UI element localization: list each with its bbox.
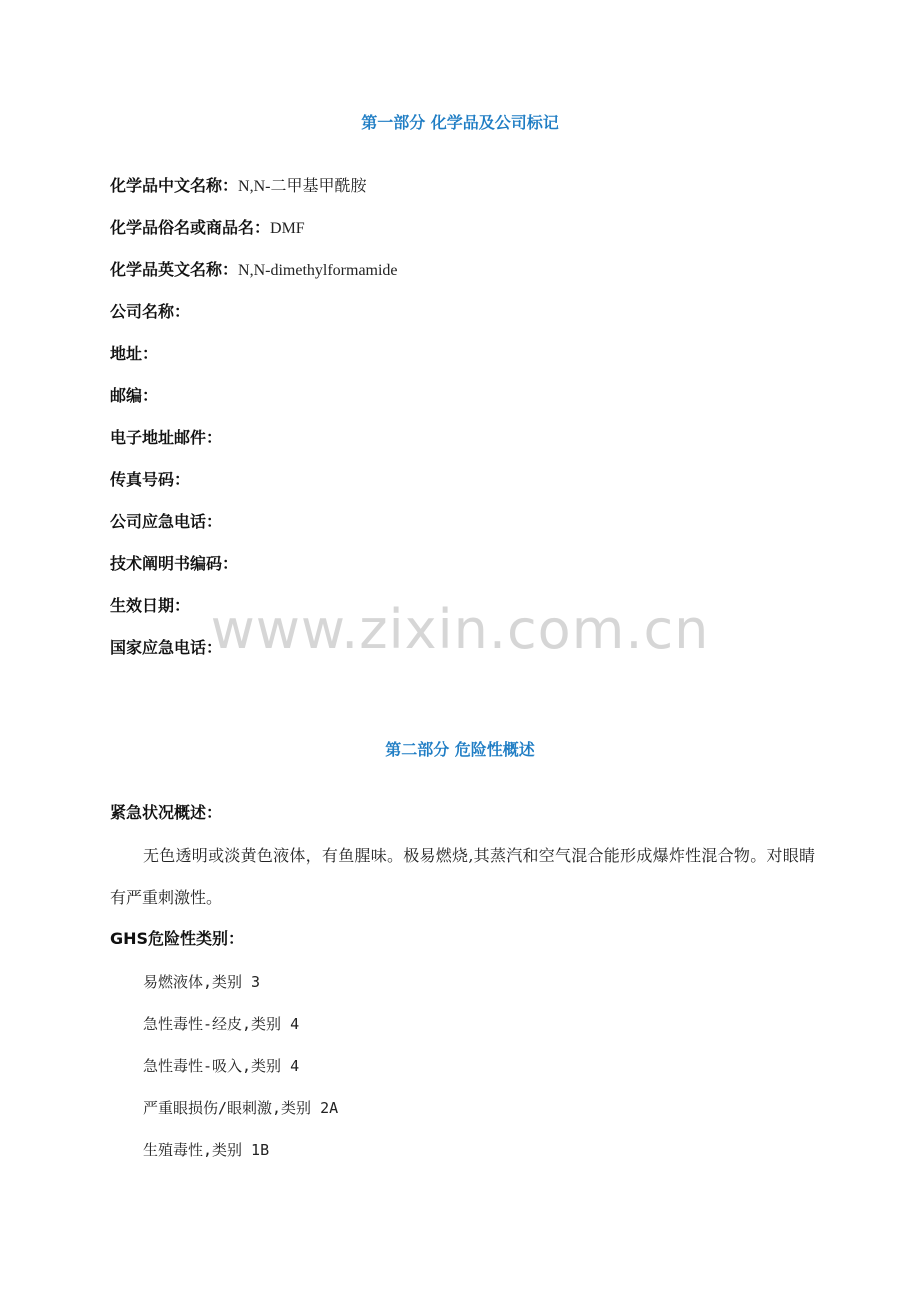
field-label: 化学品英文名称： <box>110 260 239 279</box>
field-label: 公司应急电话： <box>110 512 223 531</box>
ghs-item: 急性毒性-经皮,类别 4 <box>143 1015 300 1033</box>
field-label: GHS危险性类别： <box>110 929 245 948</box>
watermark: www.zixin.com.cn <box>210 598 710 661</box>
field-fax <box>110 469 190 492</box>
field-tech-spec-code <box>110 553 238 576</box>
field-company-name <box>110 301 190 324</box>
field-label: 传真号码： <box>110 470 191 489</box>
field-label: 电子地址邮件： <box>110 428 223 447</box>
field-label: 生效日期： <box>110 596 191 615</box>
field-label: 化学品中文名称： <box>110 176 239 195</box>
field-postcode <box>110 385 158 408</box>
emergency-overview-text: 无色透明或淡黄色液体，有鱼腥味。极易燃烧,其蒸汽和空气混合能形成爆炸性混合物。对眼睛有严重刺激性。 <box>110 846 815 907</box>
field-label: 技术阐明书编码： <box>110 554 239 573</box>
field-company-emergency-phone <box>110 511 222 534</box>
field-english-name <box>110 259 398 282</box>
field-label: 地址： <box>110 344 159 363</box>
ghs-category-heading <box>110 928 244 950</box>
section-1-title: 第一部分 化学品及公司标记 <box>361 113 559 132</box>
field-label: 紧急状况概述： <box>110 803 223 822</box>
ghs-item: 生殖毒性,类别 1B <box>143 1141 270 1159</box>
field-email <box>110 427 222 450</box>
field-value: N,N-二甲基甲酰胺 <box>238 178 367 195</box>
field-address <box>110 343 158 366</box>
field-label: 公司名称： <box>110 302 191 321</box>
field-value: N,N-dimethylformamide <box>238 262 398 279</box>
field-label: 化学品俗名或商品名： <box>110 218 271 237</box>
field-trade-name <box>110 217 305 240</box>
ghs-item: 严重眼损伤/眼刺激,类别 2A <box>143 1099 339 1117</box>
field-label: 邮编： <box>110 386 159 405</box>
field-value: DMF <box>270 220 305 237</box>
ghs-item: 易燃液体,类别 3 <box>143 973 261 991</box>
field-chinese-name <box>110 175 366 198</box>
section-2-title: 第二部分 危险性概述 <box>385 740 535 759</box>
field-label: 国家应急电话： <box>110 638 223 657</box>
ghs-item: 急性毒性-吸入,类别 4 <box>143 1057 300 1075</box>
emergency-overview-heading <box>110 802 222 824</box>
